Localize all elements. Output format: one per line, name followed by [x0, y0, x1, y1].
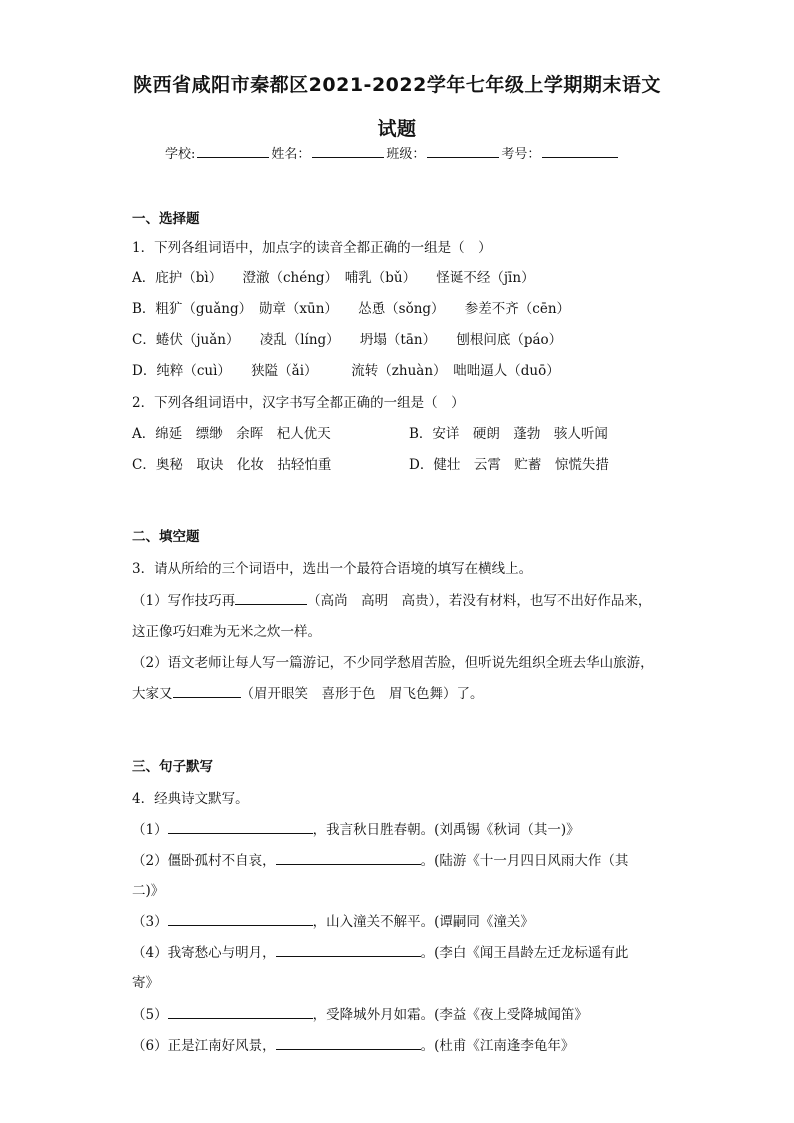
question-3-part-1-prefix: （1）写作技巧再 — [132, 593, 236, 609]
name-field[interactable] — [312, 143, 384, 158]
recitation-item-6-prefix: （6）正是江南好风景， — [132, 1038, 276, 1054]
recitation-item-1-suffix: ，我言秋日胜春朝。(刘禹锡《秋词（其一)》 — [312, 822, 580, 838]
recitation-item-2-suffix: 。(陆游《十一月四日风雨大作（其 — [420, 853, 629, 869]
name-label: 姓名： — [271, 147, 311, 162]
question-1-option-a[interactable]: A．庇护（bì） 澄澈（chéng） 哺乳（bǔ） 怪诞不经（jīn） — [132, 270, 535, 286]
recitation-item-6 — [132, 1034, 574, 1054]
recitation-item-2-blank[interactable] — [276, 851, 421, 865]
recitation-item-5-blank[interactable] — [168, 1005, 313, 1019]
question-2-option-a[interactable]: A．绵延 缥缈 余晖 杞人优天 — [132, 426, 331, 442]
class-field[interactable] — [427, 143, 499, 158]
section-heading-recitation: 三、句子默写 — [132, 759, 213, 775]
exam-title-line-2: 试题 — [377, 118, 417, 140]
recitation-item-5 — [132, 1003, 588, 1023]
recitation-item-1 — [132, 818, 580, 838]
recitation-item-5-prefix: （5） — [132, 1007, 168, 1023]
id-label: 考号： — [501, 147, 541, 162]
recitation-item-2-prefix: （2）僵卧孤村不自哀， — [132, 853, 276, 869]
question-2-option-d[interactable]: D．健壮 云霄 贮蓄 惊慌失措 — [409, 457, 609, 473]
recitation-item-1-prefix: （1） — [132, 822, 168, 838]
school-field[interactable] — [197, 143, 269, 158]
school-label: 学校: — [165, 147, 196, 162]
question-3-part-2-prefix: 大家又 — [132, 686, 173, 702]
exam-title-line-1: 陕西省咸阳市秦都区2021-2022学年七年级上学期期末语文 — [133, 74, 661, 96]
id-field[interactable] — [542, 143, 618, 158]
recitation-item-6-suffix: 。(杜甫《江南逢李龟年》 — [420, 1038, 575, 1054]
recitation-item-4-prefix: （4）我寄愁心与明月， — [132, 945, 276, 961]
section-heading-choice: 一、选择题 — [132, 211, 200, 227]
question-2-stem: 2．下列各组词语中，汉字书写全都正确的一组是（ ） — [132, 395, 465, 411]
recitation-item-2-continuation: 二)》 — [132, 883, 165, 899]
question-1-stem: 1．下列各组词语中，加点字的读音全都正确的一组是（ ） — [132, 240, 492, 256]
section-heading-fill: 二、填空题 — [132, 529, 200, 545]
question-2-option-c[interactable]: C．奥秘 取诀 化妆 拈轻怕重 — [132, 457, 332, 473]
recitation-item-3 — [132, 910, 534, 930]
question-1-option-d[interactable]: D．纯粹（cuì） 狭隘（ǎi） 流转（zhuàn） 咄咄逼人（duō） — [132, 363, 560, 379]
recitation-item-3-prefix: （3） — [132, 914, 168, 930]
question-3-stem: 3．请从所给的三个词语中，选出一个最符合语境的填写在横线上。 — [132, 561, 533, 577]
question-1-option-c[interactable]: C．蜷伏（juǎn） 凌乱（líng） 坍塌（tān） 刨根问底（páo） — [132, 332, 563, 348]
recitation-item-4-continuation: 寄》 — [132, 975, 159, 991]
question-3-part-1-blank[interactable] — [235, 591, 307, 605]
class-label: 班级： — [386, 147, 426, 162]
recitation-item-1-blank[interactable] — [168, 820, 313, 834]
question-3-part-2-suffix: （眉开眼笑 喜形于色 眉飞色舞）了。 — [240, 686, 484, 702]
question-4-stem: 4．经典诗文默写。 — [132, 791, 249, 807]
recitation-item-5-suffix: ，受降城外月如霜。(李益《夜上受降城闻笛》 — [312, 1007, 588, 1023]
question-3-part-1 — [132, 589, 651, 609]
recitation-item-3-suffix: ，山入潼关不解平。(谭嗣同《潼关》 — [312, 914, 534, 930]
recitation-item-6-blank[interactable] — [276, 1036, 421, 1050]
question-3-part-2-blank[interactable] — [173, 684, 241, 698]
question-1-option-b[interactable]: B．粗犷（guǎng） 勋章（xūn） 怂恿（sǒng） 参差不齐（cēn） — [132, 301, 571, 317]
recitation-item-3-blank[interactable] — [168, 912, 313, 926]
question-3-part-1-continuation: 这正像巧妇难为无米之炊一样。 — [132, 624, 321, 640]
question-3-part-2-answer — [132, 682, 484, 702]
recitation-item-2 — [132, 849, 628, 869]
recitation-item-4-suffix: 。(李白《闻王昌龄左迁龙标遥有此 — [420, 945, 629, 961]
question-3-part-2: （2）语文老师让每人写一篇游记，不少同学愁眉苦脸，但听说先组织全班去华山旅游， — [132, 655, 654, 671]
question-2-option-b[interactable]: B．安详 硬朗 蓬勃 骇人听闻 — [409, 426, 608, 442]
recitation-item-4-blank[interactable] — [276, 943, 421, 957]
question-3-part-1-suffix: （高尚 高明 高贵），若没有材料，也写不出好作品来， — [307, 593, 652, 609]
student-info-row — [165, 143, 620, 162]
recitation-item-4 — [132, 941, 628, 961]
